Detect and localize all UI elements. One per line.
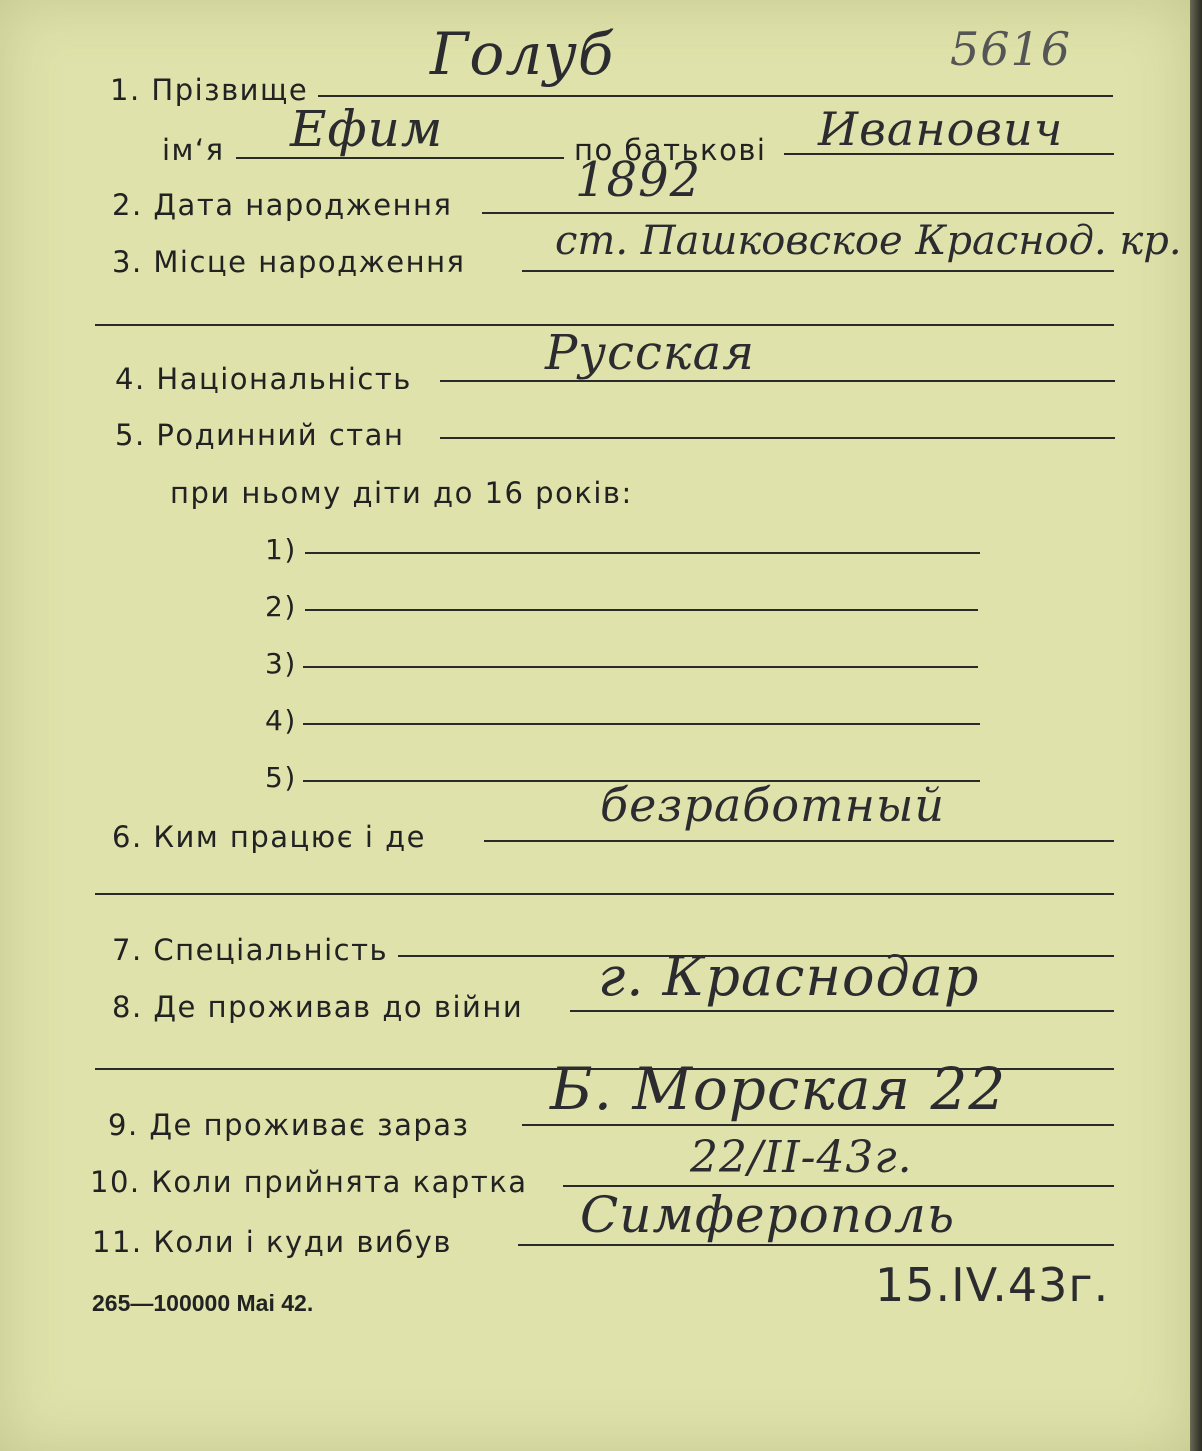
birth-date-value: 1892 bbox=[575, 152, 702, 208]
marital-status-line bbox=[440, 437, 1115, 439]
nationality-label: 4. Національність bbox=[115, 362, 412, 396]
child-4-line bbox=[303, 723, 980, 725]
occupation-line-2 bbox=[95, 893, 1114, 895]
print-code: 265—100000 Mai 42. bbox=[92, 1290, 314, 1316]
nationality-line bbox=[440, 380, 1115, 382]
child-2-label: 2) bbox=[265, 590, 297, 623]
card-number: 5616 bbox=[950, 22, 1072, 76]
first-name-label: ім‘я bbox=[162, 133, 225, 167]
departed-line bbox=[518, 1244, 1114, 1246]
card-accepted-value: 22/II-43г. bbox=[690, 1132, 913, 1183]
patronymic-value: Иванович bbox=[818, 102, 1064, 156]
child-4-label: 4) bbox=[265, 704, 297, 737]
prewar-residence-value: г. Краснодар bbox=[598, 945, 980, 1008]
children-label: при ньому діти до 16 років: bbox=[170, 476, 633, 510]
departure-date: 15.IV.43г. bbox=[875, 1258, 1110, 1312]
birth-date-line bbox=[482, 212, 1114, 214]
card-accepted-label: 10. Коли прийнята картка bbox=[90, 1165, 528, 1199]
first-name-value: Ефим bbox=[290, 100, 444, 158]
surname-value: Голуб bbox=[430, 20, 615, 88]
departed-label: 11. Коли і куди вибув bbox=[92, 1225, 452, 1259]
child-5-label: 5) bbox=[265, 761, 297, 794]
child-3-label: 3) bbox=[265, 647, 297, 680]
occupation-label: 6. Ким працює і де bbox=[112, 820, 427, 854]
child-1-line bbox=[305, 552, 980, 554]
patronymic-label: по батькові bbox=[574, 133, 767, 167]
child-1-label: 1) bbox=[265, 533, 297, 566]
page-edge bbox=[1190, 0, 1202, 1451]
specialty-label: 7. Спеціальність bbox=[112, 933, 389, 967]
marital-status-label: 5. Родинний стан bbox=[115, 418, 405, 452]
occupation-value: безработный bbox=[600, 778, 946, 832]
current-residence-label: 9. Де проживає зараз bbox=[108, 1108, 470, 1142]
child-2-line bbox=[305, 609, 978, 611]
surname-line bbox=[318, 95, 1113, 97]
child-3-line bbox=[303, 666, 978, 668]
current-residence-line bbox=[522, 1124, 1114, 1126]
prewar-residence-label: 8. Де проживав до війни bbox=[112, 990, 524, 1024]
birth-date-label: 2. Дата народження bbox=[112, 188, 453, 222]
departed-value: Симферополь bbox=[580, 1186, 956, 1244]
birth-place-value: ст. Пашковское Краснод. кр. bbox=[555, 218, 1182, 264]
prewar-residence-line bbox=[570, 1010, 1114, 1012]
birth-place-label: 3. Місце народження bbox=[112, 245, 466, 279]
surname-label: 1. Прізвище bbox=[110, 73, 309, 107]
nationality-value: Русская bbox=[545, 325, 755, 381]
current-residence-value: Б. Морская 22 bbox=[550, 1055, 1007, 1123]
occupation-line bbox=[484, 840, 1114, 842]
birth-place-line bbox=[522, 270, 1114, 272]
